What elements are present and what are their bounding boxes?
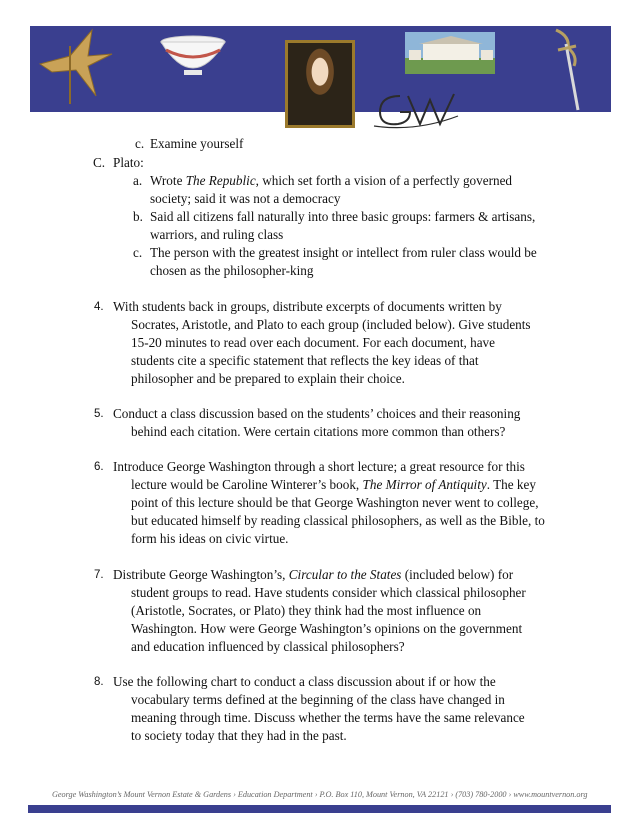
footer-bar	[28, 805, 611, 813]
step-text: to society today that they had in the past.	[131, 728, 347, 743]
outline-label: a.	[133, 173, 143, 188]
eagle-weathervane-image	[30, 26, 120, 112]
porcelain-bowl-image	[158, 34, 228, 78]
step-number: 6.	[94, 461, 104, 473]
step-text: student groups to read. Have students consider which classical philosopher	[131, 585, 526, 600]
step-text: but educated himself by reading classical philosophers, as well as the Bible, to	[131, 513, 545, 528]
outline-text: society; said it was not a democracy	[150, 191, 341, 206]
step-text: form his ideas on civic virtue.	[131, 531, 289, 546]
outline-text: The person with the greatest insight or intellect from ruler class would be	[150, 245, 537, 260]
step-text: meaning through time. Discuss whether the terms have the same relevance	[131, 710, 525, 725]
step-text: philosopher and be prepared to explain their choice.	[131, 371, 405, 386]
sword-image	[548, 26, 588, 112]
mansion-photo-image	[405, 32, 495, 74]
outline-text: Said all citizens fall naturally into three basic groups: farmers & artisans,	[150, 209, 536, 224]
section-title: Plato:	[113, 155, 144, 170]
outline-label: b.	[133, 209, 143, 224]
step-text: and education influenced by classical philosophers?	[131, 639, 405, 654]
step-text: students cite a specific statement that reflects the key ideas of that	[131, 353, 479, 368]
step-text: vocabulary terms defined at the beginning of the class have changed in	[131, 692, 505, 707]
step-number: 4.	[94, 301, 104, 313]
outline-text: chosen as the philosopher-king	[150, 263, 314, 278]
step-text: Distribute George Washington’s, Circular to the States (included below) for	[113, 567, 514, 582]
step-text: Socrates, Aristotle, and Plato to each group (included below). Give students	[131, 317, 531, 332]
step-text: With students back in groups, distribute excerpts of documents written by	[113, 299, 502, 314]
document-title: Circular to the States	[288, 567, 402, 582]
book-title: The Mirror of Antiquity	[362, 477, 487, 492]
step-text: behind each citation. Were certain citations more common than others?	[131, 424, 506, 439]
step-text: (Aristotle, Socrates, or Plato) they think had the most influence on	[131, 603, 482, 618]
outline-text: Wrote The Republic, which set forth a vision of a perfectly governed	[150, 173, 513, 188]
footer-address: George Washington’s Mount Vernon Estate & Gardens › Education Department › P.O. Box 110, Mount Vernon, VA 22121 › (703) 780-2000 › www.mountvernon.org	[52, 790, 588, 799]
step-text: Introduce George Washington through a short lecture; a great resource for this	[113, 459, 525, 474]
outline-label: c.	[133, 245, 143, 260]
george-washington-portrait	[285, 40, 355, 128]
step-text: Washington. How were George Washington’s opinions on the government	[131, 621, 523, 636]
step-text: lecture would be Caroline Winterer’s book, The Mirror of Antiquity. The key	[131, 477, 536, 492]
step-number: 5.	[94, 408, 104, 420]
gw-monogram-logo	[370, 86, 460, 132]
outline-label: C.	[93, 155, 106, 170]
step-text: 15-20 minutes to read over each document. For each document, have	[131, 335, 495, 350]
outline-text: warriors, and ruling class	[150, 227, 284, 242]
outline-label: c.	[135, 136, 145, 151]
step-text: point of this lecture should be that George Washington never went to college,	[131, 495, 539, 510]
step-number: 7.	[94, 569, 104, 581]
step-text: Use the following chart to conduct a class discussion about if or how the	[113, 674, 496, 689]
step-number: 8.	[94, 676, 104, 688]
outline-text: Examine yourself	[150, 136, 244, 151]
book-title: The Republic	[185, 173, 256, 188]
step-text: Conduct a class discussion based on the students’ choices and their reasoning	[113, 406, 521, 421]
